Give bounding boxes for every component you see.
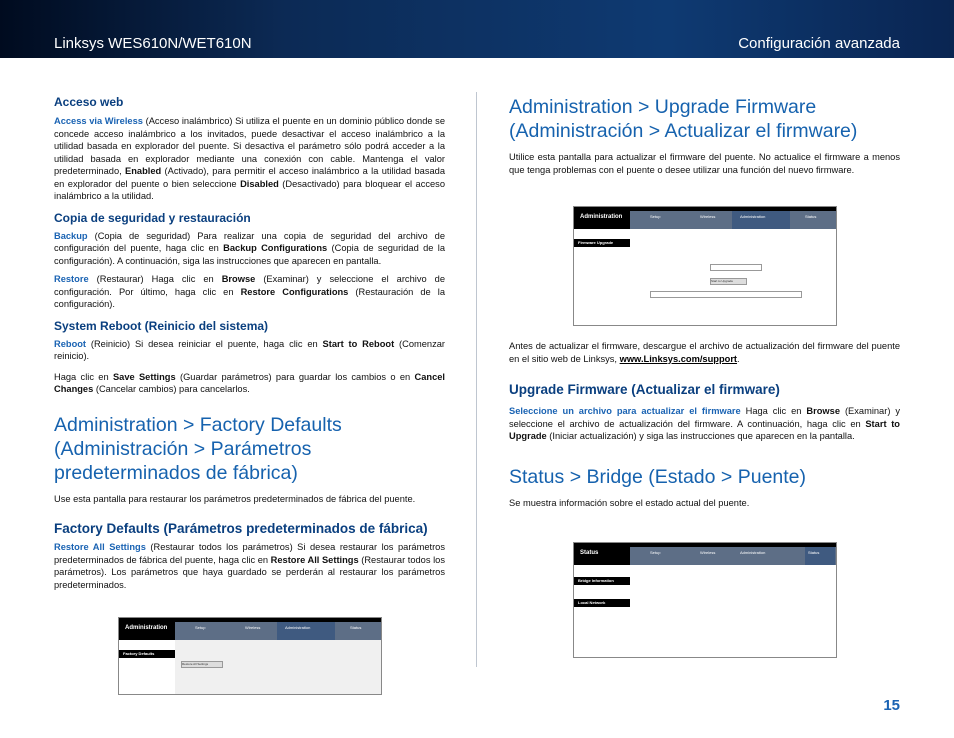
paragraph-access-wireless: Access via Wireless (Acceso inalámbrico) Si utiliza el puente en un dominio público donde se concede acceso inalámbrico a los invitados, puede desactivar el acceso inalámbrico a la utilidad basada en explorador del puente. Si desactiva el parámetro sólo podrá acceder a la utilidad basada en explorador mediante una conexión con cable. Mantenga el valor predeterminado, Enabled (Activado), para permitir el acceso inalámbrico a la utilidad basada en explorador del puente o bien seleccione Disabled (Desactivado) para bloquear el acceso inalámbrico a la utilidad. bbox=[54, 116, 445, 201]
page-number: 15 bbox=[883, 697, 900, 714]
paragraph-upgrade-intro: Utilice esta pantalla para actualizar el firmware del puente. No actualice el firmware a menos que tenga problemas con el puente o desee utilizar una función del nuevo firmware. bbox=[509, 152, 900, 175]
product-name: Linksys WES610N/WET610N bbox=[54, 35, 252, 52]
screenshot-status-bridge: Status Setup Wireless Administration Status Bridge Information Local Network bbox=[573, 542, 837, 658]
paragraph-backup: Backup (Copia de seguridad) Para realizar una copia de seguridad del archivo de configuración del puente, haga clic en Backup Configurations (Copia de seguridad de la configuración). A continuación, siga las instrucciones que aparecen en pantalla. bbox=[54, 230, 445, 266]
heading-backup: Copia de seguridad y restauración bbox=[54, 210, 251, 225]
term: Access via Wireless bbox=[54, 116, 143, 126]
heading-acceso-web: Acceso web bbox=[54, 95, 124, 109]
heading-upgrade-sub: Upgrade Firmware (Actualizar el firmware) bbox=[509, 382, 780, 397]
paragraph-reboot: Reboot (Reinicio) Si desea reiniciar el puente, haga clic en Start to Reboot (Comenzar reinicio). bbox=[54, 338, 445, 361]
paragraph-factory-intro: Use esta pantalla para restaurar los parámetros predeterminados de fábrica del puente. bbox=[54, 493, 416, 504]
heading-status-bridge: Status > Bridge (Estado > Puente) bbox=[509, 465, 807, 488]
page-header bbox=[0, 0, 954, 58]
right-column bbox=[509, 95, 900, 176]
paragraph-before-upgrade: Antes de actualizar el firmware, descargue el archivo de actualización del firmware del puente en el sitio web de Linksys, www.Linksys.com/support. bbox=[509, 341, 900, 364]
paragraph-save: Haga clic en Save Settings (Guardar parámetros) para guardar los cambios o en Cancel Changes (Cancelar cambios) para cancelarlos. bbox=[54, 371, 445, 394]
left-column bbox=[54, 95, 445, 591]
paragraph-status-intro: Se muestra información sobre el estado actual del puente. bbox=[509, 497, 750, 508]
screenshot-upgrade-firmware: Administration Setup Wireless Administration Status Firmware Upgrade Start to Upgrade bbox=[573, 206, 837, 326]
screenshot-factory-defaults: Administration Setup Wireless Administration Status Factory Defaults Restore All Settings bbox=[118, 617, 382, 695]
paragraph-restore: Restore (Restaurar) Haga clic en Browse (Examinar) y seleccione el archivo de configuración. Por último, haga clic en Restore Configurations (Restauración de la configuración). bbox=[54, 274, 445, 309]
heading-reboot: System Reboot (Reinicio del sistema) bbox=[54, 318, 269, 333]
linksys-support-link[interactable]: www.Linksys.com/support bbox=[619, 353, 738, 364]
heading-upgrade-firmware: Administration > Upgrade Firmware (Administración > Actualizar el firmware) bbox=[509, 96, 858, 142]
section-name: Configuración avanzada bbox=[738, 35, 900, 52]
heading-factory-defaults: Administration > Factory Defaults (Administración > Parámetros predeterminados de fábrica) bbox=[54, 413, 342, 484]
paragraph-select-file: Seleccione un archivo para actualizar el firmware Haga clic en Browse (Examinar) y seleccione el archivo de actualización del firmware. A continuación, haga clic en Start to Upgrade (Iniciar actualización) y siga las instrucciones que aparecen en la pantalla. bbox=[509, 406, 900, 441]
paragraph-restore-all: Restore All Settings (Restaurar todos los parámetros) Si desea restaurar los parámetros predeterminados de fábrica del puente, haga clic en Restore All Settings (Restaurar todos los parámetros). Los parámetros que haya guardado se perderán al restaurar los parámetros predeterminados. bbox=[54, 542, 445, 590]
heading-factory-sub: Factory Defaults (Parámetros predeterminados de fábrica) bbox=[54, 521, 428, 536]
column-divider bbox=[476, 92, 477, 667]
right-column-mid bbox=[509, 340, 900, 509]
